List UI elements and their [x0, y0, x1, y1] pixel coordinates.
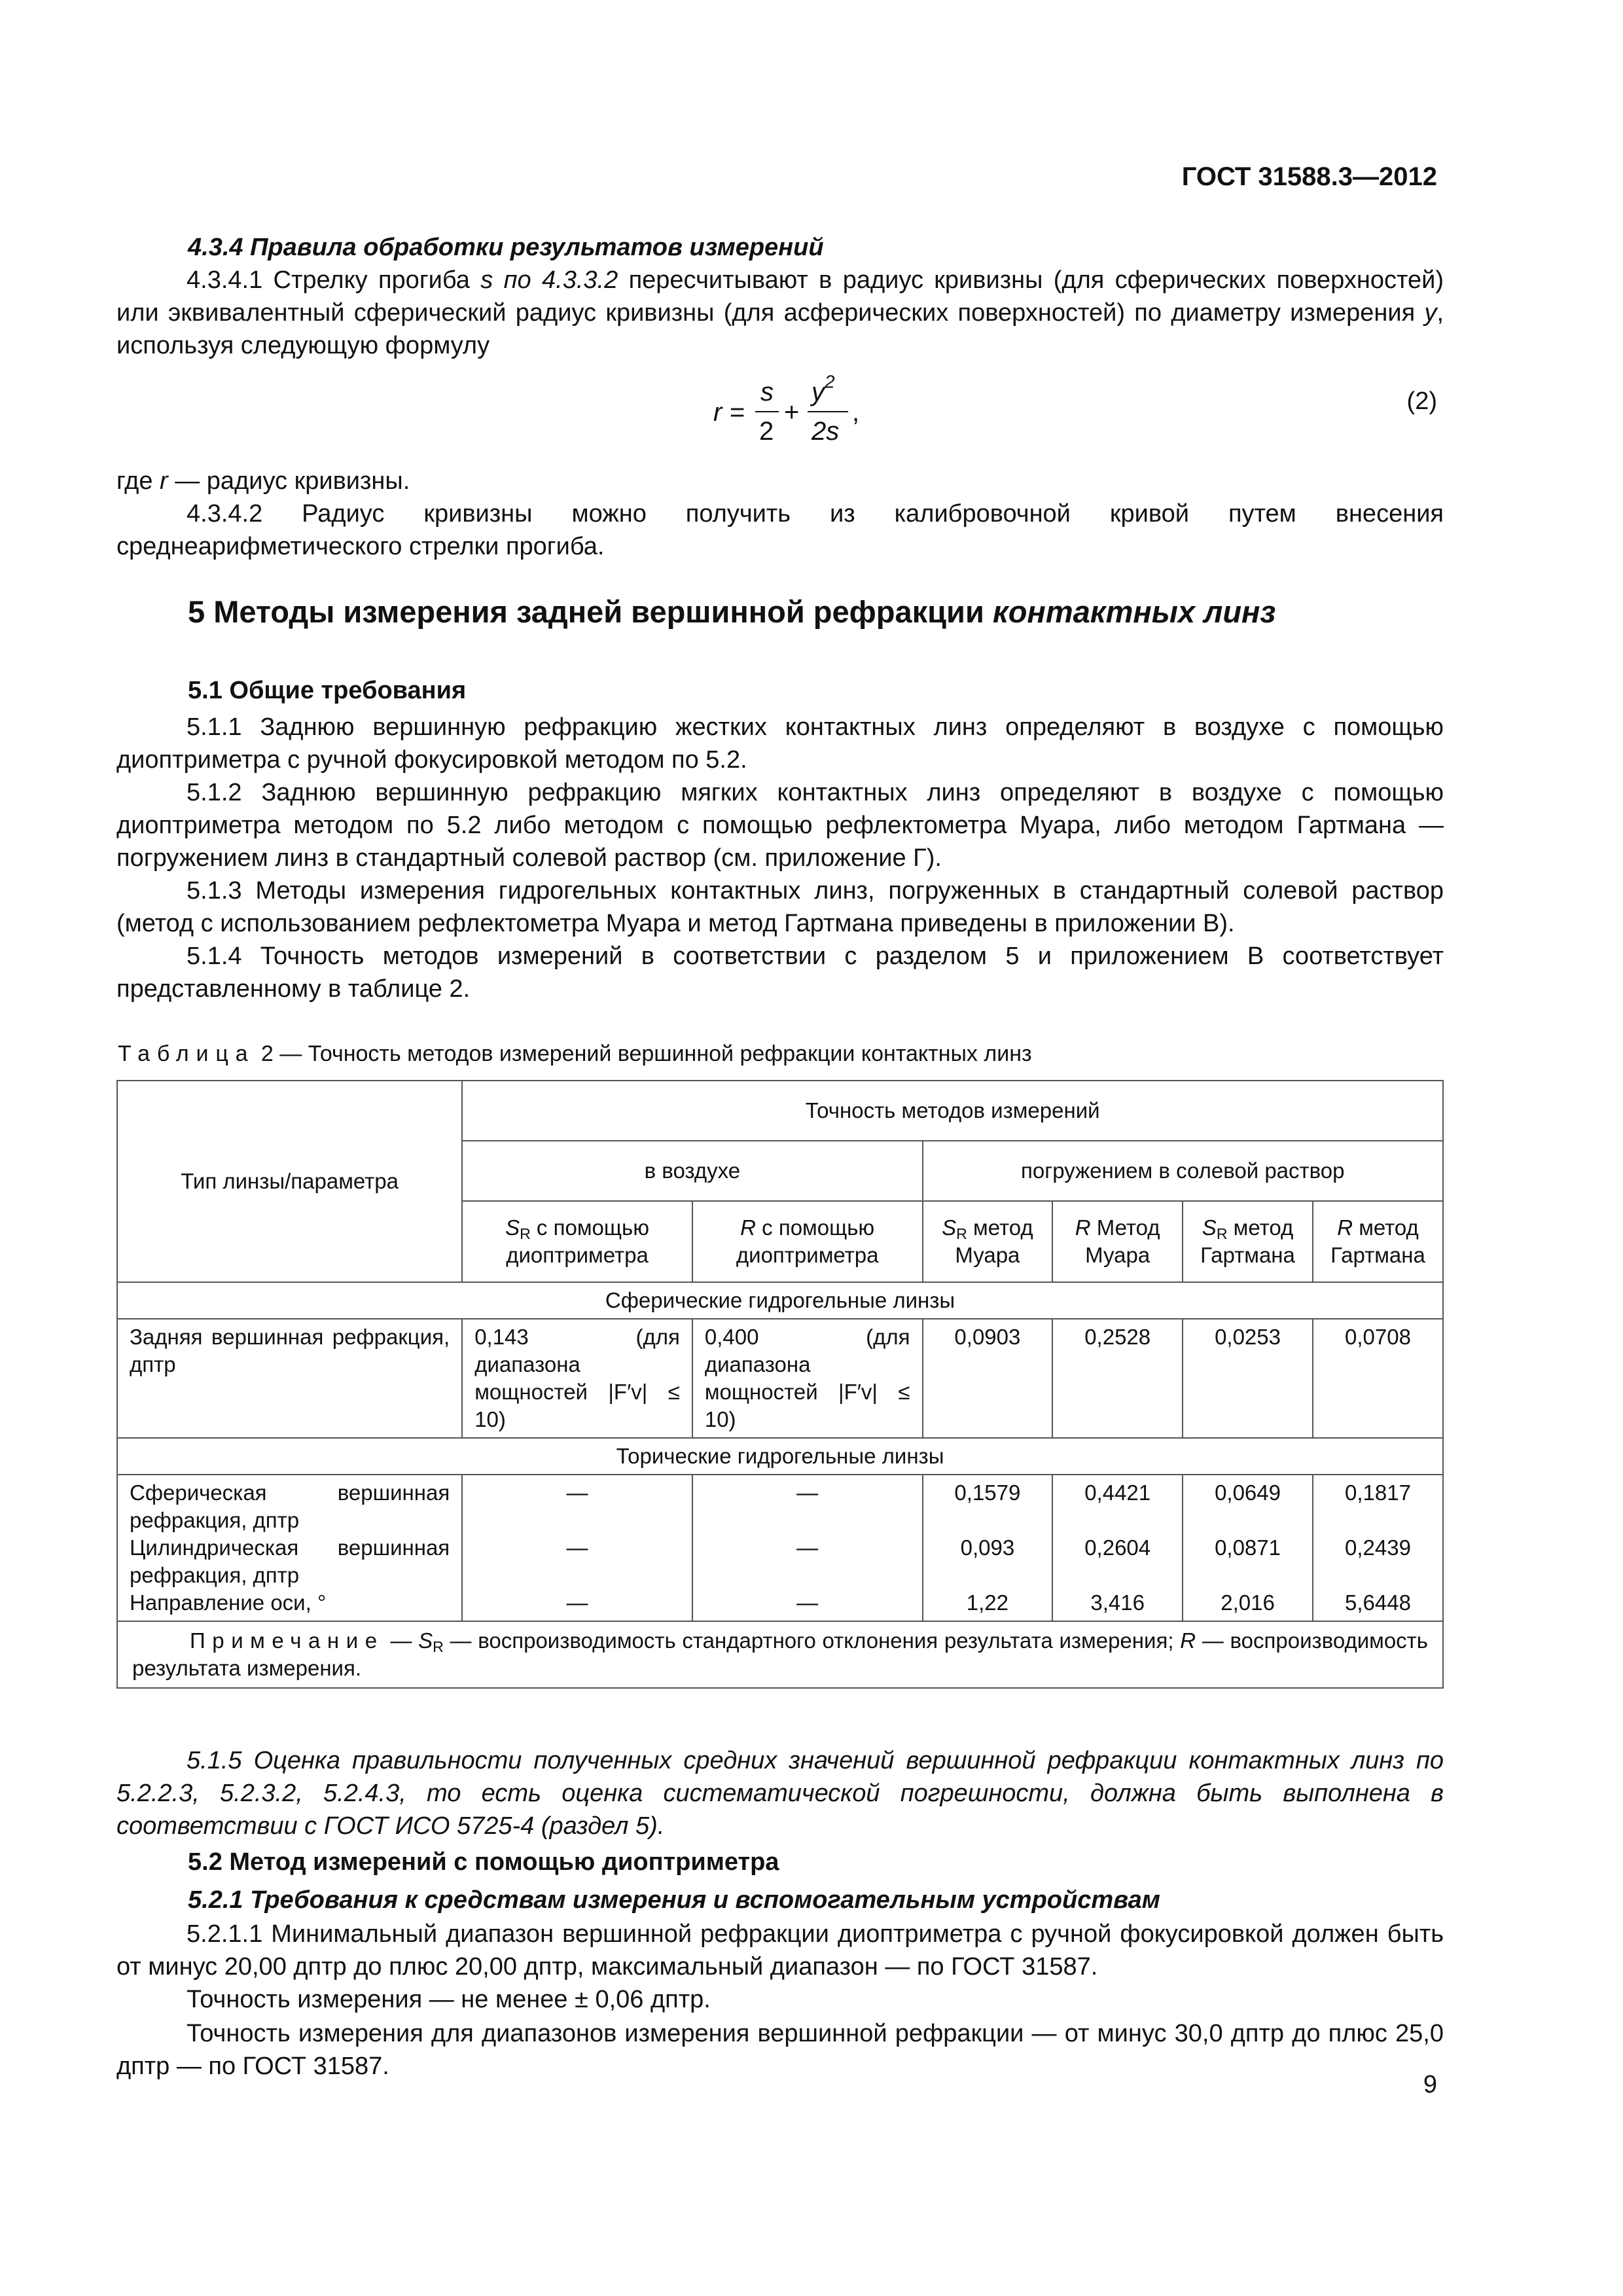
section-title-5: [188, 596, 1275, 628]
fraction-bar: [808, 411, 848, 412]
table-cell: 0,0253: [1183, 1319, 1313, 1438]
table-cell-stack: [923, 1475, 1053, 1621]
page-number: 9: [1423, 2071, 1437, 2098]
symbol-sub: R: [956, 1225, 967, 1242]
table-cell: 0,2528: [1052, 1319, 1183, 1438]
caption-text: 2 — Точность методов измерений вершинной рефракции контактных линз: [255, 1041, 1032, 1066]
header-col-3: [923, 1201, 1053, 1282]
variable-y: y: [1424, 299, 1437, 327]
table-caption: [118, 1037, 1032, 1070]
row-label-2: Цилиндрическая вершинная рефракция, дптр: [130, 1535, 450, 1587]
row-label-1: Сферическая вершинная рефракция, дптр: [130, 1480, 450, 1532]
subsection-title-5-2: 5.2 Метод измерений с помощью диоптриметра: [188, 1848, 779, 1876]
section-title-italic: контактных линз: [992, 594, 1276, 629]
table-note: [117, 1621, 1443, 1688]
symbol-sub: R: [520, 1225, 531, 1242]
note-text: — воспроизводимость стандартного отклонения результата измерения;: [443, 1628, 1181, 1653]
paragraph-5-1-5: 5.1.5 Оценка правильности полученных средних значений вершинной рефракции контактных линз по 5.2.2.3, 5.2.3.2, 5.2.4.3, то есть оценка систематической погрешности, должна быть выполнена в соответствии с ГОСТ ИСО 5725-4 (раздел 5).: [116, 1747, 1444, 1840]
symbol: S: [942, 1215, 957, 1240]
paragraph-ref-s: s по 4.3.3.2: [480, 266, 618, 294]
table-cell-stack: [1313, 1475, 1443, 1621]
table-row: [117, 1319, 1443, 1438]
cell-sr-dioptrimeter: 0,143 (для диапазона мощностей |F′v| ≤ 10): [462, 1319, 692, 1438]
paragraph-5-1-3: 5.1.3 Методы измерения гидрогельных контактных линз, погруженных в стандартный солевой раствор (метод с использованием рефлектометра Муара и метод Гартмана приведены в приложении В).: [116, 877, 1444, 937]
paragraph-accuracy-1: Точность измерения — не менее ± 0,06 дптр.: [187, 1986, 711, 2013]
section-title-4-3-4: 4.3.4 Правила обработки результатов измерений: [188, 234, 824, 261]
symbol: S: [1202, 1215, 1217, 1240]
table-cell: —: [796, 1590, 819, 1615]
paragraph-text: — радиус кривизны.: [168, 467, 410, 495]
symbol: R: [1337, 1215, 1353, 1240]
formula-2: [713, 372, 883, 457]
formula-denominator-1: 2: [759, 417, 774, 446]
table-cell-stack: [692, 1475, 923, 1621]
table-cell: 0,1579: [954, 1480, 1021, 1505]
table-cell: —: [796, 1535, 819, 1560]
fraction-bar: [755, 411, 779, 412]
symbol: S: [505, 1215, 520, 1240]
table-cell: 0,0903: [923, 1319, 1053, 1438]
formula-lhs: r =: [713, 398, 745, 427]
table-cell: 0,0871: [1215, 1535, 1281, 1560]
note-text: —: [383, 1628, 419, 1653]
formula-var-y: y: [812, 378, 825, 406]
symbol-sub: R: [1216, 1225, 1228, 1242]
table-cell-stack: [1052, 1475, 1183, 1621]
formula-comma: ,: [852, 398, 860, 427]
header-col-6: [1313, 1201, 1443, 1282]
table-cell: 1,22: [966, 1590, 1008, 1615]
variable-r: r: [160, 467, 168, 495]
header-text: метод Гартмана: [1330, 1215, 1425, 1267]
header-text: Метод Муара: [1085, 1215, 1160, 1267]
paragraph-5-1-4: 5.1.4 Точность методов измерений в соответствии с разделом 5 и приложением В соответствует представленному в таблице 2.: [116, 942, 1444, 1003]
table-cell: 0,2604: [1084, 1535, 1151, 1560]
symbol-sub: R: [433, 1638, 444, 1655]
header-col-4: [1052, 1201, 1183, 1282]
table-cell: —: [796, 1480, 819, 1505]
symbol: S: [418, 1628, 433, 1653]
subsection-title-5-1: 5.1 Общие требования: [188, 677, 467, 704]
section-spherical: Сферические гидрогельные линзы: [117, 1282, 1443, 1319]
note-prefix: Примечание: [190, 1628, 384, 1653]
note-text: — воспроизводимость результата измерения.: [132, 1628, 1428, 1680]
table-cell: 0,2439: [1345, 1535, 1411, 1560]
table-cell: —: [566, 1535, 588, 1560]
header-text: метод Муара: [955, 1215, 1033, 1267]
symbol: R: [1180, 1628, 1196, 1653]
header-col-2: [692, 1201, 923, 1282]
paragraph-4-3-4-1: [116, 264, 1444, 362]
formula-number: (2): [1406, 387, 1437, 415]
section-title-text: 5 Методы измерения задней вершинной рефракции: [188, 594, 993, 629]
symbol: R: [1075, 1215, 1091, 1240]
table-cell: 0,0708: [1313, 1319, 1443, 1438]
cell-r-dioptrimeter: 0,400 (для диапазона мощностей |F′v| ≤ 10): [692, 1319, 923, 1438]
table-header-row: [117, 1081, 1443, 1141]
table-cell: 0,0649: [1215, 1480, 1281, 1505]
formula-numerator-1: s: [760, 378, 774, 406]
header-in-air: в воздухе: [462, 1141, 922, 1201]
subsection-title-5-2-1: 5.2.1 Требования к средствам измерения и вспомогательным устройствам: [188, 1886, 1160, 1914]
table-note-row: [117, 1621, 1443, 1688]
header-lens-type: Тип линзы/параметра: [117, 1081, 462, 1282]
table-cell: 2,016: [1221, 1590, 1275, 1615]
accuracy-table: [116, 1080, 1444, 1689]
table-cell: 0,1817: [1345, 1480, 1411, 1505]
table-cell: 0,093: [960, 1535, 1015, 1560]
header-col-5: [1183, 1201, 1313, 1282]
row-label-3: Направление оси, °: [130, 1590, 327, 1615]
formula-numerator-2: [812, 371, 835, 408]
paragraph-5-1-2: 5.1.2 Заднюю вершинную рефракцию мягких контактных линз определяют в воздухе с помощью диоптриметра методом по 5.2 либо методом с помощью рефлектометра Муара, либо методом Гартмана — погружением линз в стандартный солевой раствор (см. приложение Г).: [116, 779, 1444, 872]
section-toric: Торические гидрогельные линзы: [117, 1438, 1443, 1475]
caption-prefix: Таблица: [118, 1041, 255, 1066]
formula-where: [116, 465, 1444, 497]
table-cell: —: [566, 1480, 588, 1505]
formula-exponent: 2: [825, 371, 835, 392]
paragraph-text: , используя следующую формулу: [116, 299, 1444, 359]
paragraph-text: 4.3.4.1 Стрелку прогиба: [187, 266, 481, 294]
table-cell-stack: [462, 1475, 692, 1621]
paragraph-accuracy-2: Точность измерения для диапазонов измерения вершинной рефракции — от минус 30,0 дптр до плюс 25,0 дптр — по ГОСТ 31587.: [116, 2020, 1444, 2080]
table-cell: 0,4421: [1084, 1480, 1151, 1505]
header-text: с помощью диоптриметра: [736, 1215, 879, 1267]
symbol: R: [740, 1215, 756, 1240]
paragraph-4-3-4-2: 4.3.4.2 Радиус кривизны можно получить из калибровочной кривой путем внесения среднеарифметического стрелки прогиба.: [116, 500, 1444, 560]
paragraph-5-1-1: 5.1.1 Заднюю вершинную рефракцию жестких контактных линз определяют в воздухе с помощью диоптриметра с ручной фокусировкой методом по 5.2.: [116, 713, 1444, 774]
paragraph-text: пересчитывают в радиус кривизны (для сферических поверхностей) или эквивалентный сферический радиус кривизны (для асферических поверхностей) по диаметру измерения: [116, 266, 1444, 327]
table-cell: —: [566, 1590, 588, 1615]
header-accuracy: Точность методов измерений: [462, 1081, 1443, 1141]
table-row: [117, 1475, 1443, 1621]
paragraph-text: где: [116, 467, 160, 495]
formula-denominator-2: 2s: [812, 417, 840, 446]
row-label: [117, 1475, 462, 1621]
paragraph-5-2-1-1: 5.2.1.1 Минимальный диапазон вершинной рефракции диоптриметра с ручной фокусировкой должен быть от минус 20,00 дптр до плюс 20,00 дптр, максимальный диапазон — по ГОСТ 31587.: [116, 1920, 1444, 1981]
table-section-row: [117, 1438, 1443, 1475]
header-in-saline: погружением в солевой раствор: [923, 1141, 1444, 1201]
row-label: Задняя вершинная рефракция, дптр: [117, 1319, 462, 1438]
table-section-row: [117, 1282, 1443, 1319]
header-text: метод Гартмана: [1200, 1215, 1295, 1267]
table-cell: 3,416: [1090, 1590, 1145, 1615]
formula-plus: +: [784, 398, 800, 427]
table-cell: 5,6448: [1345, 1590, 1411, 1615]
table-cell-stack: [1183, 1475, 1313, 1621]
header-text: с помощью диоптриметра: [506, 1215, 649, 1267]
header-col-1: [462, 1201, 692, 1282]
document-header: ГОСТ 31588.3—2012: [1181, 162, 1437, 191]
